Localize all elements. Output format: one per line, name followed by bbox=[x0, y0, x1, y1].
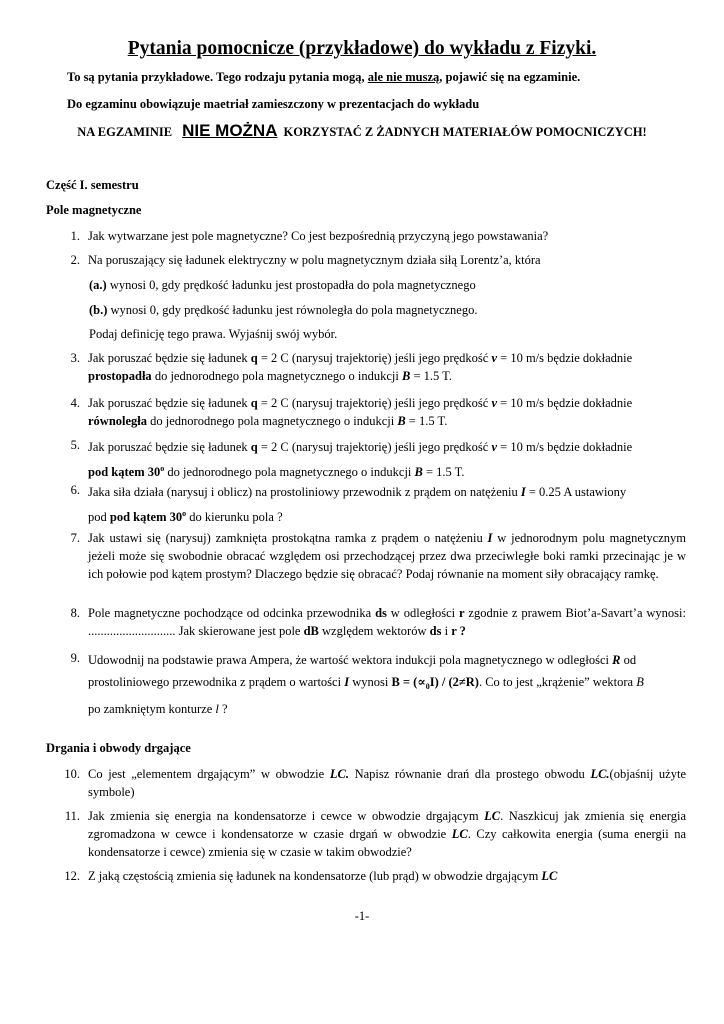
document-page: Pytania pomocnicze (przykładowe) do wykładu z Fizyki. To są pytania przykładowe. Tego rodzaju pytania mogą, ale nie muszą, pojawić się na egzaminie. Do egzaminu obowiązuje maetriał zamieszczony w prezentacjach do wykładu NA EGZAMINIE NIE MOŻNA KORZYSTAĆ Z ŻADNYCH MATERIAŁÓW POMOCNICZYCH! Część I. semestru Pole magnetyczne 1. Jak wytwarzane jest pole magnetyczne? Co jest bezpośrednią przyczyną jego powstawania? 2. Na poruszający się ładunek elektryczny w polu magnetycznym działa siłą Lorentz’a, która (a.) wynosi 0, gdy prędkość ładunku jest prostopadła do pola magnetycznego (b.) wynosi 0, gdy prędkość ładunku jest równoległa do pola magnetycznego. Podaj definicję tego prawa. Wyjaśnij swój wybór. 3. Jak poruszać będzie się ładunek q = 2 C (narysuj trajektorię) jeśli jego prędkość v = 10 m/s będzie dokładnie prostopadła do jednorodnego pola magnetycznego o indukcji B = 1.5 T. 4. Jak poruszać będzie się ładunek q = 2 C (narysuj trajektorię) jeśli jego prędkość v = 10 m/s będzie dokładnie równoległa do jednorodnego pola magnetycznego o indukcji B = 1.5 T. 5. Jak poruszać będzie się ładunek q = 2 C (narysuj trajektorię) jeśli jego prędkość v = 10 m/s będzie dokładnie pod kątem 30$^o$ do jednorodnego pola magnetycznego o indukcji B = 1.5 T. 6. Jaka siła działa (narysuj i oblicz) na prostoliniowy przewodnik z prądem on natężeniu I = 0.25 A ustawiony pod pod kątem 30$^o$ do kierunku pola ? 7. Jak ustawi się (narysuj) zamknięta prostokątna ramka z prądem o natężeniu I w jednorodnym polu magnetycznym jeżeli może się swobodnie obracać względem osi przechodzącej przez dwa przeciwległe boki ramki przecinając je w ich połowie pod kątem prostym? Dlaczego będzie się obracać? Podaj równanie na moment siły obracający ramkę. 8. Pole magnetyczne pochodzące od odcinka przewodnika ds w odległości r zgodnie z prawem Biot’a-Savart’a wynosi: ............................ Jak skierowane jest pole dB względem wektorów ds i r ? 9. Udowodnij na podstawie prawa Ampera, że wartość wektora indukcji pola magnetycznego w odległości R od prostoliniowego przewodnika z prądem o wartości I wynosi $B = (\propto_0I) / (2\ne R)$. Co to jest „krążenie” wektora B po zamkniętym konturze l ? Drgania i obwody drgające 10. Co jest „elementem drgającym” w obwodzie LC. Napisz równanie drań dla prostego obwodu LC.(objaśnij użyte symbole) 11. Jak zmienia się energia na kondensatorze i cewce w obwodzie drgającym LC. Naszkicuj jak zmienia się energia zgromadzona w cewce i kondensatorze w czasie drgań w obwodzie LC. Czy całkowita energia (suma energii na kondensatorze i cewce) zmienia się w czasie w takim obwodzie? 12. Z jaką częstością zmienia się ładunek na kondensatorze (lub prąd) w obwodzie drgającym LC -1- bbox=[0, 0, 724, 1024]
exam-warning: NA EGZAMINIE NIE MOŻNA KORZYSTAĆ Z ŻADNYCH MATERIAŁÓW POMOCNICZYCH! bbox=[77, 121, 647, 140]
page-number: -1- bbox=[354, 909, 370, 923]
ampere-formula: $B = (\propto_0I) / (2\ne R)$ bbox=[391, 675, 479, 691]
warning-emphasis: NIE MOŻNA bbox=[182, 121, 278, 140]
page-title: Pytania pomocnicze (przykładowe) do wykładu z Fizyki. bbox=[127, 38, 597, 59]
section-heading-magnetic: Pole magnetyczne bbox=[46, 203, 142, 217]
emphasis-underline: ale nie muszą bbox=[367, 70, 440, 84]
question-2-instruction: Podaj definicję tego prawa. Wyjaśnij swój wybór. bbox=[89, 327, 338, 341]
intro-line-1: To są pytania przykładowe. Tego rodzaju pytania mogą, ale nie muszą, pojawić się na egzaminie. bbox=[67, 70, 581, 84]
question-2-option-a: (a.) wynosi 0, gdy prędkość ładunku jest prostopadła do pola magnetycznego bbox=[89, 278, 476, 292]
part-heading: Część I. semestru bbox=[46, 178, 139, 192]
question-2-option-b: (b.) wynosi 0, gdy prędkość ładunku jest równoległa do pola magnetycznego. bbox=[89, 303, 478, 317]
intro-line-2: Do egzaminu obowiązuje maetriał zamieszczony w prezentacjach do wykładu bbox=[67, 97, 480, 111]
section-heading-oscillations: Drgania i obwody drgające bbox=[46, 741, 191, 755]
